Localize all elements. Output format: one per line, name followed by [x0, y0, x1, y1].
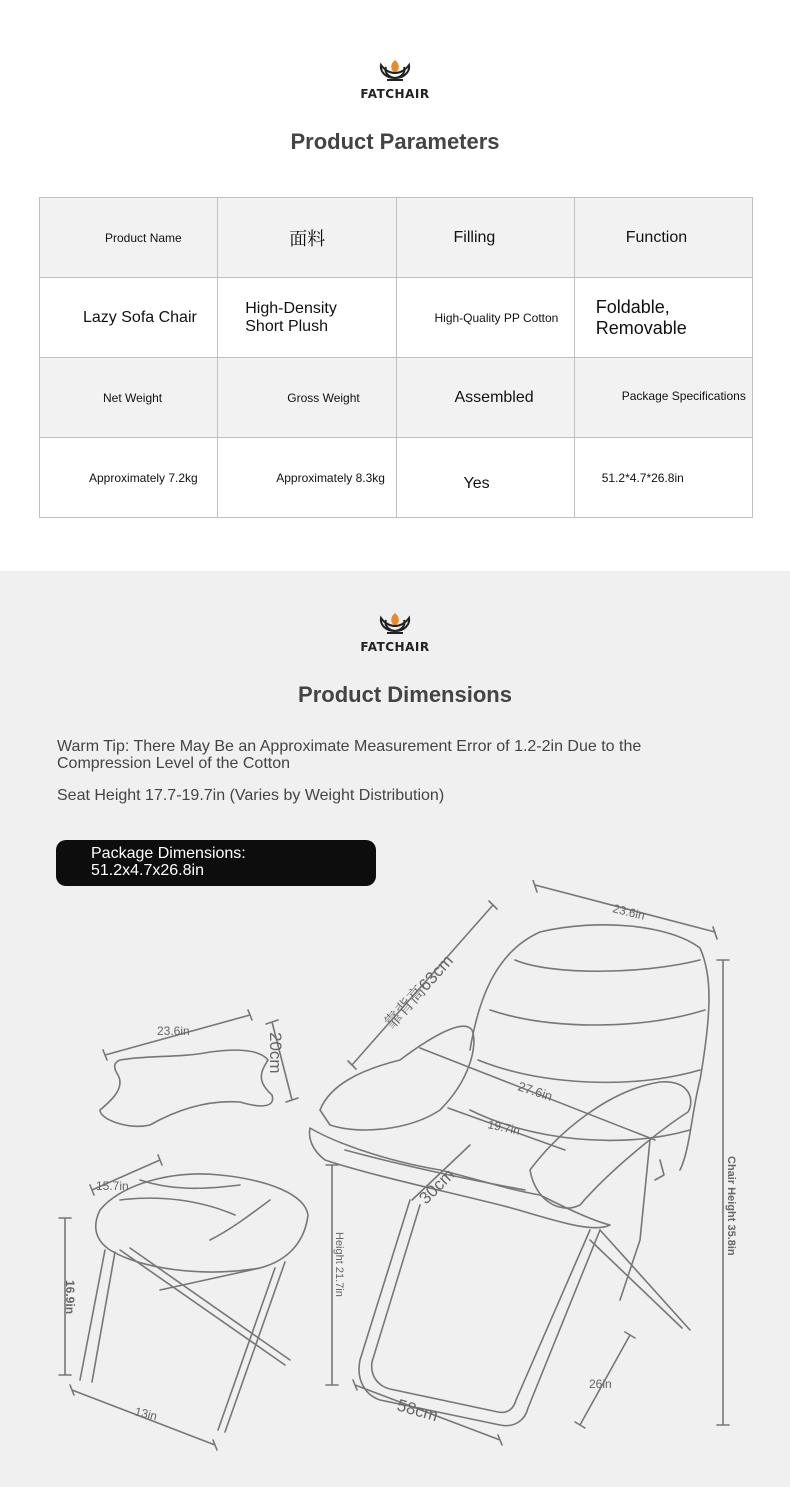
chair-top-width-label: 23.6in — [611, 901, 647, 923]
seat-width-label: 19.7in — [486, 1117, 522, 1138]
pillow-height-label: 20cm — [266, 1032, 285, 1074]
warm-tip: Warm Tip: There May Be an Approximate Measurement Error of 1.2-2in Due to the Compression Level of the Cotton — [57, 738, 642, 772]
table-cell: Function — [574, 198, 752, 278]
table-cell: Approximately 7.2kg — [40, 438, 218, 518]
brand-name: FATCHAIR — [360, 87, 430, 101]
table-row — [40, 438, 753, 518]
stool-depth-label: 15.7in — [96, 1179, 129, 1193]
table-row — [40, 198, 753, 278]
lotus-icon — [378, 58, 412, 86]
seat-depth-label: 30cm — [415, 1164, 459, 1208]
table-cell: Approximately 8.3kg — [218, 438, 396, 518]
seat-height-note: Seat Height 17.7-19.7in (Varies by Weight Distribution) — [57, 787, 445, 804]
table-cell: Product Name — [40, 198, 218, 278]
parameters-table — [39, 197, 753, 518]
package-dimensions-text: Package Dimensions: 51.2x4.7x26.8in — [91, 845, 246, 879]
pillow-width-label: 23.6in — [157, 1024, 190, 1038]
stool-height-label: 16.9in — [63, 1280, 77, 1315]
stool-width-label: 13in — [133, 1404, 159, 1424]
seat-height-label: Height 21.7in — [333, 1232, 345, 1297]
brand-logo — [355, 58, 435, 101]
table-row — [40, 278, 753, 358]
table-cell: Yes — [396, 438, 574, 518]
base-width-label: 58cm — [394, 1395, 441, 1426]
table-cell: Gross Weight — [218, 358, 396, 438]
table-cell: Filling — [396, 198, 574, 278]
table-cell: High-Quality PP Cotton — [396, 278, 574, 358]
dimensions-title: Product Dimensions — [298, 682, 512, 707]
table-cell: Net Weight — [40, 358, 218, 438]
table-cell: Lazy Sofa Chair — [40, 278, 218, 358]
chair-armrest-left — [320, 1026, 474, 1130]
table-row — [40, 358, 753, 438]
table-cell: Package Specifications — [574, 358, 752, 438]
table-cell: 面料 — [218, 198, 396, 278]
table-cell: Assembled — [396, 358, 574, 438]
table-cell: High-Density Short Plush — [218, 278, 396, 358]
brand-name: FATCHAIR — [360, 640, 430, 654]
base-depth-label: 26in — [589, 1377, 612, 1391]
pillow — [100, 1050, 273, 1126]
parameters-title: Product Parameters — [290, 129, 500, 154]
chair-height-label: Chair Height 35.8in — [725, 1156, 737, 1256]
brand-logo — [355, 611, 435, 654]
lotus-icon — [378, 611, 412, 639]
dimension-diagram — [0, 880, 790, 1487]
inner-depth-label: 27.6in — [516, 1078, 555, 1104]
chair-frame — [359, 1200, 600, 1426]
parameters-section — [0, 0, 790, 571]
table-cell: Foldable, Removable — [574, 278, 752, 358]
backrest-height-label: 靠背高63cm — [380, 951, 457, 1033]
table-cell: 51.2*4.7*26.8in — [574, 438, 752, 518]
